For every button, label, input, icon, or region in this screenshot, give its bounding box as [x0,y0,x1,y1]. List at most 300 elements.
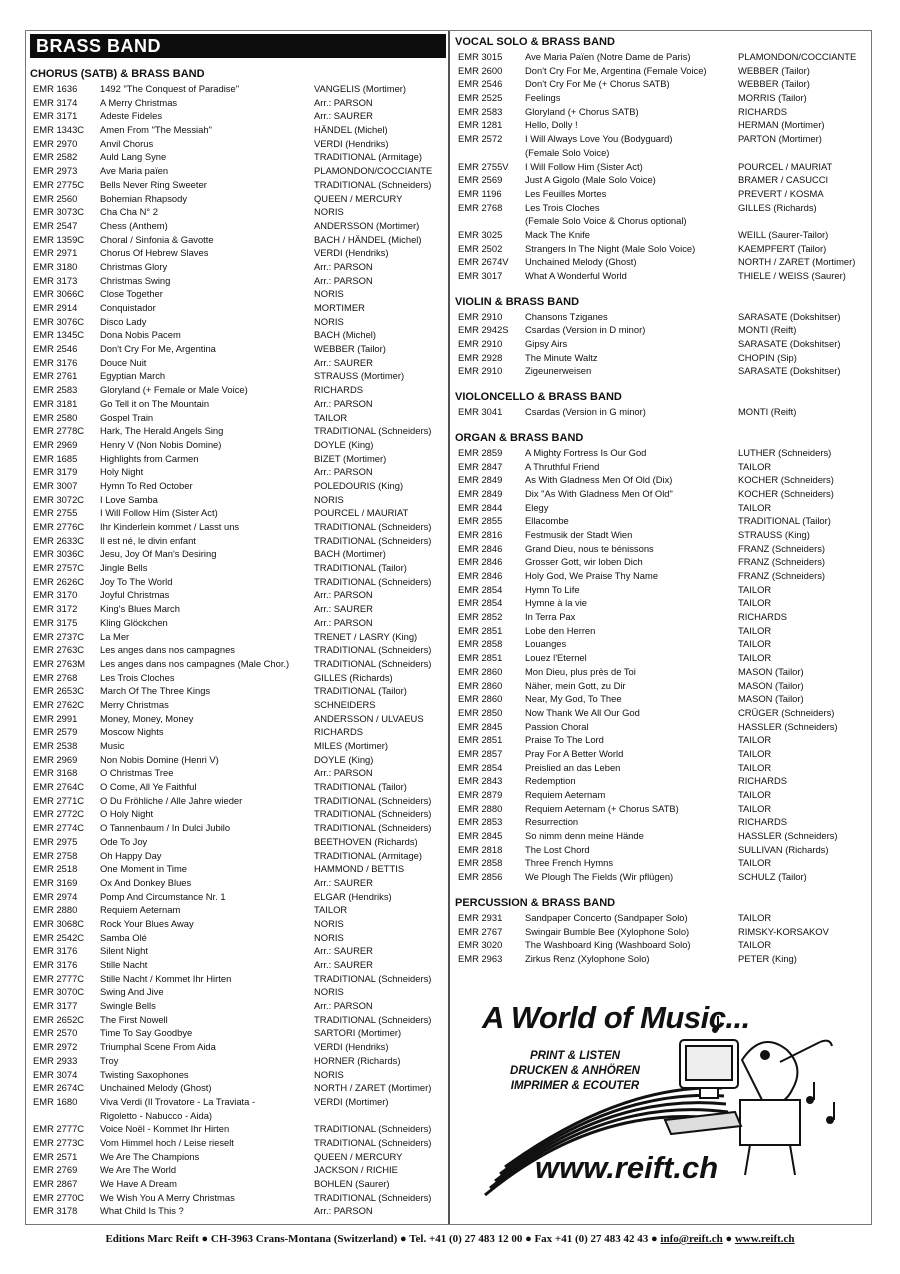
composer: TRADITIONAL (Schneiders) [314,1123,432,1135]
title: Les anges dans nos campagnes (Male Chor.) [100,657,290,669]
composer: TAILOR [738,802,772,814]
title: Csardas (Version in D minor) [525,324,646,336]
title: In Terra Pax [525,611,576,623]
title: Viva Verdi (Il Trovatore - La Traviata - [100,1095,256,1107]
composer: FRANZ (Schneiders) [738,556,825,568]
title: Gospel Train [100,411,154,423]
catalog-row [30,479,446,493]
catalog-row [30,671,446,685]
catalog-number: EMR 3171 [33,110,78,122]
title: (Female Solo Voice) [525,146,610,158]
composer: GILLES (Richards) [738,201,817,213]
catalog-list [455,50,870,283]
catalog-row [455,132,870,146]
catalog-number: EMR 2914 [33,302,78,313]
catalog-row [30,1177,446,1191]
title: Ave Maria païen [100,165,169,177]
catalog-row [30,178,446,192]
title: Bells Never Ring Sweeter [100,178,207,190]
catalog-row [30,821,446,835]
catalog-row [30,1026,446,1040]
composer: MONTI (Reift) [738,324,797,336]
catalog-number: EMR 2767 [458,925,503,937]
catalog-row [30,616,446,630]
composer: TAILOR [738,734,772,746]
composer: PLAMONDON/COCCIANTE [738,51,857,62]
catalog-row [30,150,446,164]
title: Henry V (Non Nobis Domine) [100,438,222,450]
composer: TAILOR [738,939,772,951]
title: One Moment in Time [100,863,188,875]
composer: TRADITIONAL (Schneiders) [314,1013,432,1025]
catalog-row [30,534,446,548]
catalog-number: EMR 2859 [458,446,503,458]
catalog-row [455,460,870,474]
catalog-row [455,337,870,351]
title: Vom Himmel hoch / Leise rieselt [100,1136,234,1148]
catalog-number: EMR 2973 [33,165,78,177]
catalog-row [30,246,446,260]
catalog-row [455,843,870,857]
right-column [455,34,870,966]
composer: TRADITIONAL (Schneiders) [314,1191,432,1203]
title: Pray For A Better World [525,747,624,759]
title: Amen From "The Messiah" [100,124,212,136]
composer: MASON (Tailor) [738,693,804,705]
composer: BIZET (Mortimer) [314,452,387,464]
ad-website[interactable]: www.reift.ch [535,1150,719,1185]
composer: RICHARDS [738,611,787,623]
title: Unchained Melody (Ghost) [100,1082,212,1094]
catalog-number: EMR 2580 [33,411,78,423]
catalog-row [30,506,446,520]
catalog-row [455,351,870,365]
catalog-row [30,835,446,849]
composer: RICHARDS [738,105,787,117]
composer: HAMMOND / BETTIS [314,863,405,875]
catalog-number: EMR 2768 [458,201,503,213]
catalog-number: EMR 3169 [33,876,78,888]
catalog-row [30,999,446,1013]
composer: TAILOR [738,501,772,513]
title: Chansons Tziganes [525,310,608,322]
catalog-number: EMR 2757C [33,562,85,574]
footer [0,1233,900,1245]
title: Oh Happy Day [100,849,162,861]
catalog-number: EMR 2755V [458,160,509,172]
title: The Minute Waltz [525,351,598,363]
composer: Arr.: PARSON [314,616,373,628]
title: Ave Maria Païen (Notre Dame de Paris) [525,51,691,62]
title: Gloryland (+ Chorus SATB) [525,105,639,117]
catalog-number: EMR 2546 [33,343,78,355]
catalog-number: EMR 3170 [33,589,78,601]
title: The First Nowell [100,1013,168,1025]
catalog-list [455,446,870,884]
composer: RICHARDS [738,775,787,787]
catalog-row [30,164,446,178]
catalog-number: EMR 2860 [458,679,503,691]
composer: HASSLER (Schneiders) [738,830,838,842]
catalog-row [455,856,870,870]
title: We Are The World [100,1164,177,1176]
catalog-row [455,77,870,91]
catalog-row [455,50,870,64]
title: Festmusik der Stadt Wien [525,528,633,540]
catalog-row [30,82,446,96]
title: Christmas Swing [100,274,171,286]
title: A Merry Christmas [100,96,178,108]
catalog-number: EMR 2778C [33,425,85,437]
title: Anvil Chorus [100,137,154,149]
composer: TAILOR [738,789,772,800]
composer: TRADITIONAL (Schneiders) [314,178,432,190]
composer: NORTH / ZARET (Mortimer) [314,1082,432,1094]
composer: LUTHER (Schneiders) [738,446,832,458]
title: Les Trois Cloches [525,201,600,213]
section-title: CHORUS (SATB) & BRASS BAND [30,68,205,80]
catalog-row [455,679,870,693]
composer: Arr.: SAURER [314,356,373,368]
catalog-number: EMR 2858 [458,638,503,650]
composer: TAILOR [738,597,772,609]
catalog-number: EMR 2963 [458,952,503,964]
section-title: VOCAL SOLO & BRASS BAND [455,36,615,48]
title: Csardas (Version in G minor) [525,406,646,418]
catalog-row [30,985,446,999]
composer: MILES (Mortimer) [314,740,388,751]
catalog-number: EMR 3172 [33,603,78,615]
title: Mack The Knife [525,228,590,240]
title: Swingair Bumble Bee (Xylophone Solo) [525,925,690,937]
title: Mon Dieu, plus près de Toi [525,665,636,677]
catalog-row [455,870,870,884]
title: Gipsy Airs [525,338,568,350]
catalog-row [455,624,870,638]
catalog-number: EMR 3072C [33,493,85,505]
catalog-number: EMR 2570 [33,1027,78,1039]
title: Sandpaper Concerto (Sandpaper Solo) [525,911,688,923]
catalog-number: EMR 2546 [458,78,503,90]
composer: RICHARDS [314,726,363,738]
catalog-list [30,82,446,1218]
catalog-number: EMR 2849 [458,474,503,486]
footer-website-link[interactable]: www.reift.ch [734,1233,795,1245]
catalog-row [30,260,446,274]
catalog-number: EMR 2858 [458,857,503,869]
catalog-number: EMR 2845 [458,830,503,842]
composer: TRADITIONAL (Schneiders) [314,425,432,437]
composer: Arr.: PARSON [314,1000,373,1012]
composer: Arr.: PARSON [314,767,373,779]
catalog-number: EMR 3073C [33,206,85,218]
catalog-number: EMR 2502 [458,242,503,254]
composer: TAILOR [738,460,772,472]
catalog-row [30,1109,446,1123]
catalog-number: EMR 3176 [33,356,78,368]
composer: TRENET / LASRY (King) [314,630,418,642]
title: (Female Solo Voice & Chorus optional) [525,215,687,227]
title: Rigoletto - Nabucco - Aida) [100,1109,213,1121]
title: I Love Samba [100,493,158,505]
catalog-number: EMR 3168 [33,767,78,779]
title: Hymn To Life [525,583,580,595]
catalog-number: EMR 2846 [458,570,503,581]
title: Choral / Sinfonia & Gavotte [100,233,214,245]
composer: Arr.: SAURER [314,603,373,615]
title: Näher, mein Gott, zu Dir [525,679,626,691]
catalog-number: EMR 2525 [458,92,503,104]
catalog-row [455,364,870,378]
title: Pomp And Circumstance Nr. 1 [100,890,226,902]
catalog-number: EMR 2763M [33,657,86,669]
catalog-number: EMR 3181 [33,397,78,409]
composer: TAILOR [738,638,772,650]
title: Hello, Dolly ! [525,119,578,131]
catalog-row [455,487,870,501]
catalog-number: EMR 3173 [33,274,78,286]
catalog-row [30,753,446,767]
title: Lobe den Herren [525,624,596,636]
catalog-number: EMR 2854 [458,583,503,595]
catalog-row [30,766,446,780]
composer: SARTORI (Mortimer) [314,1027,402,1039]
title: Requiem Aeternam (+ Chorus SATB) [525,802,679,814]
catalog-row [30,890,446,904]
catalog-row [30,465,446,479]
composer: SARASATE (Dokshitser) [738,310,841,322]
composer: PETER (King) [738,952,797,964]
ad-line-print-listen: PRINT & LISTEN [529,1050,621,1062]
composer: PLAMONDON/COCCIANTE [314,165,433,177]
catalog-row [455,528,870,542]
catalog-row [30,575,446,589]
composer: NORIS [314,1068,344,1080]
title: Unchained Melody (Ghost) [525,256,637,268]
catalog-number: EMR 2755 [33,507,78,519]
title: Go Tell it on The Mountain [100,397,210,409]
composer: Arr.: PARSON [314,274,373,286]
catalog-number: EMR 3070C [33,986,85,998]
catalog-row [30,301,446,315]
composer: MASON (Tailor) [738,679,804,691]
catalog-row [30,1122,446,1136]
title: Stille Nacht [100,959,148,970]
composer: VERDI (Hendriks) [314,247,389,259]
title: Auld Lang Syne [100,151,167,163]
title: Stille Nacht / Kommet Ihr Hirten [100,972,232,984]
title: King's Blues March [100,603,180,615]
catalog-row [455,747,870,761]
catalog-row [455,596,870,610]
catalog-number: EMR 1680 [33,1095,78,1107]
catalog-row [30,452,446,466]
composer: TRADITIONAL (Schneiders) [314,575,432,587]
composer: NORTH / ZARET (Mortimer) [738,256,856,268]
catalog-row [455,542,870,556]
catalog-row [30,1068,446,1082]
catalog-row [455,637,870,651]
catalog-row [455,228,870,242]
catalog-number: EMR 2856 [458,871,503,883]
catalog-number: EMR 2854 [458,597,503,609]
composer: MONTI (Reift) [738,406,797,418]
catalog-row [455,214,870,228]
footer-email-link[interactable]: info@reift.ch [660,1233,723,1245]
catalog-row [455,242,870,256]
catalog-row [455,446,870,460]
title: Gloryland (+ Female or Male Voice) [100,384,248,396]
catalog-number: EMR 2849 [458,487,503,499]
catalog-number: EMR 2880 [458,802,503,814]
catalog-number: EMR 1636 [33,83,78,94]
catalog-number: EMR 2931 [458,911,503,923]
composer: TAILOR [314,904,348,916]
composer: Arr.: PARSON [314,589,373,601]
catalog-row [455,651,870,665]
composer: MORRIS (Tailor) [738,92,807,104]
catalog-number: EMR 2761 [33,370,78,382]
composer: SCHNEIDERS [314,698,376,710]
catalog-number: EMR 2854 [458,761,503,773]
catalog-number: EMR 2737C [33,630,85,642]
composer: WEBBER (Tailor) [738,64,810,76]
title: Holy God, We Praise Thy Name [525,570,659,581]
catalog-row [30,424,446,438]
catalog-number: EMR 2582 [33,151,78,163]
title: Preislied an das Leben [525,761,621,773]
catalog-row [455,118,870,132]
catalog-row [455,269,870,283]
composer: NORIS [314,493,344,505]
title: We Wish You A Merry Christmas [100,1191,235,1203]
catalog-row [30,780,446,794]
composer: HÄNDEL (Michel) [314,124,388,136]
catalog-row [30,588,446,602]
composer: NORIS [314,931,344,943]
composer: PARTON (Mortimer) [738,133,822,145]
catalog-number: EMR 3036C [33,548,85,560]
catalog-row [30,698,446,712]
catalog-row [30,807,446,821]
composer: TRADITIONAL (Schneiders) [314,972,432,984]
composer: NORIS [314,917,344,929]
catalog-number: EMR 2653C [33,685,85,697]
catalog-row [455,146,870,160]
title: O Holy Night [100,808,154,820]
catalog-row [455,91,870,105]
title: What Child Is This ? [100,1205,184,1217]
catalog-number: EMR 2933 [33,1054,78,1066]
title: Feelings [525,92,561,104]
title: Now Thank We All Our God [525,706,640,718]
title: We Are The Champions [100,1150,200,1162]
composer: POURCEL / MAURIAT [314,507,409,519]
catalog-number: EMR 2583 [33,384,78,396]
catalog-number: EMR 2969 [33,753,78,765]
catalog-number: EMR 2674C [33,1082,85,1094]
catalog-row [455,173,870,187]
catalog-number: EMR 2847 [458,460,503,472]
composer: NORIS [314,206,344,218]
catalog-number: EMR 2860 [458,665,503,677]
catalog-row [455,105,870,119]
catalog-row [455,692,870,706]
catalog-row [30,944,446,958]
catalog-row [30,1054,446,1068]
catalog-row [455,64,870,78]
catalog-row [30,342,446,356]
section-title: PERCUSSION & BRASS BAND [455,896,616,909]
catalog-number: EMR 2777C [33,1123,85,1135]
catalog-number: EMR 3017 [458,270,503,281]
title: We Have A Dream [100,1178,177,1189]
title: Triumphal Scene From Aida [100,1041,216,1053]
composer: STRAUSS (Mortimer) [314,370,405,382]
title: Voice Noël - Kommet Ihr Hirten [100,1123,230,1135]
catalog-row [30,1204,446,1218]
catalog-row [30,849,446,863]
catalog-row [30,958,446,972]
composer: TRADITIONAL (Schneiders) [314,794,432,806]
catalog-number: EMR 2851 [458,624,503,636]
catalog-row [30,411,446,425]
catalog-row [455,911,870,925]
catalog-number: EMR 2542C [33,931,85,943]
catalog-row [30,931,446,945]
catalog-number: EMR 2975 [33,835,78,847]
composer: RICHARDS [738,816,787,828]
composer: BRAMER / CASUCCI [738,174,829,186]
catalog-number: EMR 2971 [33,247,78,259]
composer: Arr.: SAURER [314,945,373,957]
catalog-row [455,706,870,720]
composer: TAILOR [738,624,772,636]
title: Non Nobis Domine (Henri V) [100,753,219,765]
composer: DOYLE (King) [314,753,374,765]
title: Holy Night [100,466,144,478]
title: Les anges dans nos campagnes [100,644,235,656]
catalog-number: EMR 3179 [33,466,78,478]
composer: Arr.: PARSON [314,1205,373,1217]
advertisement [480,1000,860,1200]
title: Louanges [525,638,567,650]
title: O Christmas Tree [100,767,174,779]
title: Hymn To Red October [100,479,193,491]
title: Jesu, Joy Of Man's Desiring [100,548,217,560]
catalog-number: EMR 3025 [458,228,503,240]
composer: BOHLEN (Saurer) [314,1178,390,1189]
catalog-number: EMR 2850 [458,706,503,718]
composer: PREVERT / KOSMA [738,187,824,199]
title: The Lost Chord [525,843,590,855]
composer: VERDI (Mortimer) [314,1095,389,1107]
catalog-row [455,925,870,939]
catalog-number: EMR 2852 [458,611,503,623]
composer: NORIS [314,288,344,300]
title: Merry Christmas [100,698,169,710]
composer: GILLES (Richards) [314,671,393,683]
title: Hark, The Herald Angels Sing [100,425,224,437]
catalog-number: EMR 2777C [33,972,85,984]
title: Near, My God, To Thee [525,693,622,705]
composer: TAILOR [738,761,772,773]
title: Troy [100,1054,119,1066]
catalog-row [30,630,446,644]
catalog-row [30,917,446,931]
catalog-number: EMR 2855 [458,515,503,527]
title: Kling Glöckchen [100,616,168,628]
